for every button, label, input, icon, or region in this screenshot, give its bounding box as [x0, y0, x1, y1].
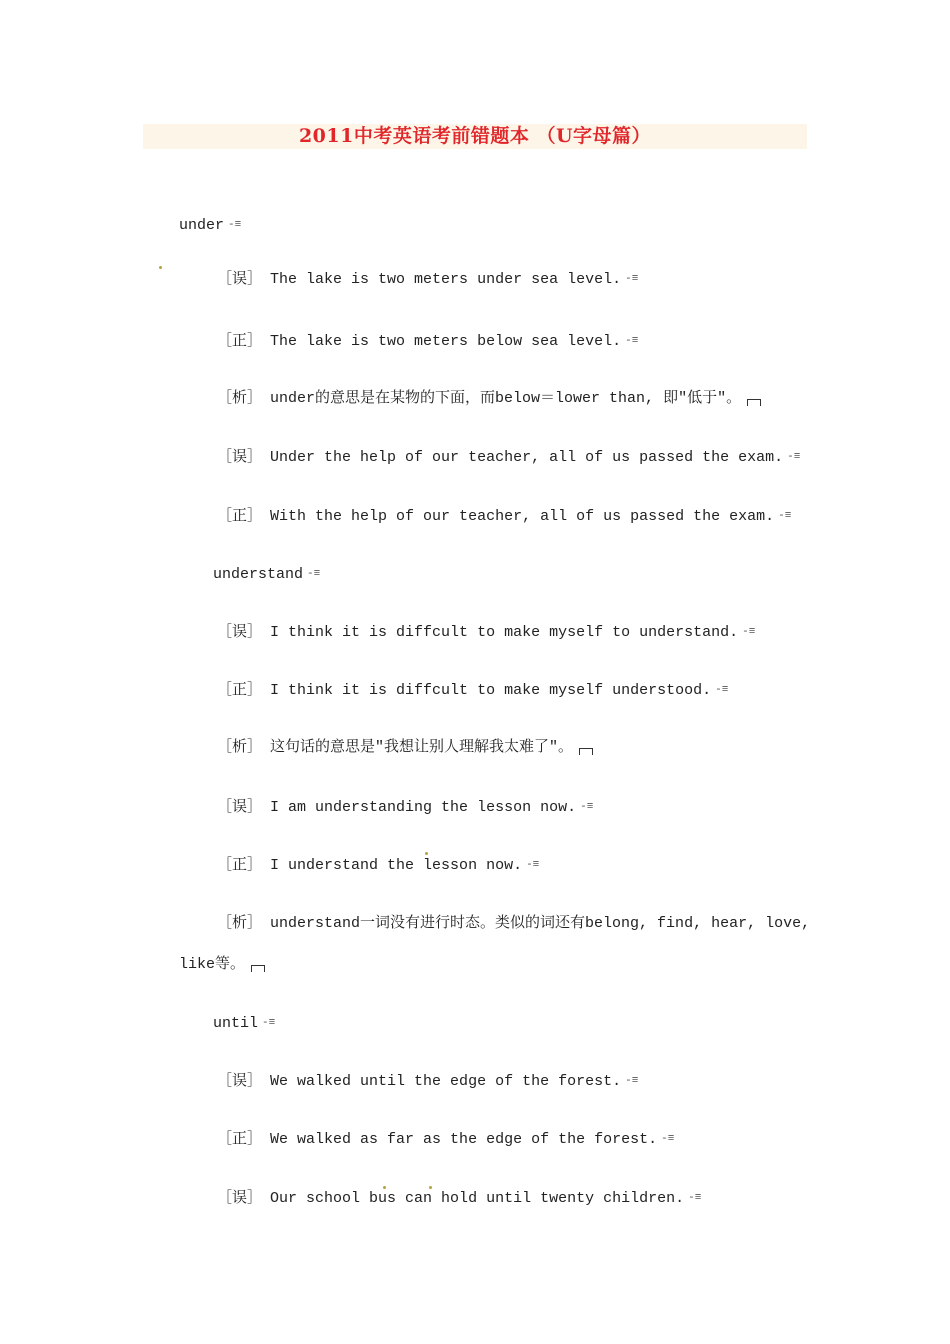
line-text: Under the help of our teacher, all of us passed the exam.: [270, 448, 784, 466]
wrong-tag: ［误］: [217, 1072, 263, 1090]
correct-tag: ［正］: [217, 332, 263, 350]
line-text: I understand the lesson now.: [270, 856, 523, 874]
paragraph-mark: -≡: [625, 1075, 639, 1087]
paragraph-mark: -≡: [262, 1017, 276, 1029]
wrong-tag: ［误］: [217, 1189, 263, 1207]
paragraph-mark: -≡: [688, 1192, 702, 1204]
paragraph-mark: -≡: [742, 626, 756, 638]
return-mark-icon: [747, 399, 761, 406]
line-text: understand: [213, 565, 304, 583]
correct-tag: ［正］: [217, 507, 263, 525]
line-text: The lake is two meters under sea level.: [270, 270, 622, 288]
stray-dot: [429, 1186, 432, 1189]
line-text: I think it is diffcult to make myself understood.: [270, 681, 712, 699]
line-text: Our school bus can hold until twenty children.: [270, 1189, 685, 1207]
stray-dot: [159, 266, 162, 269]
paragraph-mark: -≡: [778, 510, 792, 522]
analysis-tag: ［析］: [217, 915, 263, 932]
return-mark-icon: [579, 748, 593, 755]
list-item-continuation: [143, 938, 265, 992]
line-text: like等。: [179, 956, 246, 973]
analysis-tag: ［析］: [217, 739, 263, 756]
paragraph-mark: -≡: [625, 335, 639, 347]
stray-dot: [383, 1186, 386, 1189]
line-text: The lake is two meters below sea level.: [270, 332, 622, 350]
page-title: 2011中考英语考前错题本 （U字母篇）: [298, 125, 652, 147]
wrong-tag: ［误］: [217, 798, 263, 816]
line-text: We walked until the edge of the forest.: [270, 1072, 622, 1090]
correct-tag: ［正］: [217, 1130, 263, 1148]
list-item: [181, 1112, 674, 1167]
wrong-tag: ［误］: [217, 448, 263, 466]
line-text: under的意思是在某物的下面，而below＝lower than, 即"低于"。: [270, 390, 742, 407]
paragraph-mark: -≡: [715, 684, 729, 696]
heading-until: [177, 996, 275, 1051]
list-item: [181, 314, 638, 369]
paragraph-mark: -≡: [580, 801, 594, 813]
list-item: [181, 663, 728, 718]
line-text: I am understanding the lesson now.: [270, 798, 577, 816]
line-text: 这句话的意思是"我想让别人理解我太难了"。: [270, 739, 574, 756]
paragraph-mark: -≡: [625, 273, 639, 285]
stray-dot: [425, 852, 428, 855]
line-text: understand一词没有进行时态。类似的词还有belong, find, hear, love,: [270, 915, 811, 932]
line-text: until: [213, 1014, 259, 1032]
paragraph-mark: -≡: [526, 859, 540, 871]
list-item: [181, 605, 755, 660]
list-item: [181, 1171, 701, 1226]
paragraph-mark: -≡: [307, 568, 321, 580]
paragraph-mark: -≡: [787, 451, 801, 463]
line-text: We walked as far as the edge of the forest.: [270, 1130, 658, 1148]
correct-tag: ［正］: [217, 681, 263, 699]
heading-understand: [177, 547, 320, 602]
paragraph-mark: -≡: [228, 219, 242, 231]
list-item: [181, 489, 791, 544]
list-item: [181, 430, 800, 485]
correct-tag: ［正］: [217, 856, 263, 874]
list-item: [181, 780, 593, 835]
wrong-tag: ［误］: [217, 270, 263, 288]
line-text: With the help of our teacher, all of us passed the exam.: [270, 507, 775, 525]
paragraph-mark: -≡: [661, 1133, 675, 1145]
list-item: [181, 838, 539, 893]
list-item: [181, 252, 638, 307]
analysis-tag: ［析］: [217, 390, 263, 407]
title-bar: [143, 124, 807, 149]
list-item: [181, 897, 810, 951]
line-text: I think it is diffcult to make myself to understand.: [270, 623, 739, 641]
return-mark-icon: [251, 965, 265, 972]
list-item: [181, 372, 761, 426]
list-item: [181, 1054, 638, 1109]
line-text: under: [179, 216, 225, 234]
heading-under: [143, 198, 241, 253]
wrong-tag: ［误］: [217, 623, 263, 641]
list-item: [181, 721, 593, 775]
